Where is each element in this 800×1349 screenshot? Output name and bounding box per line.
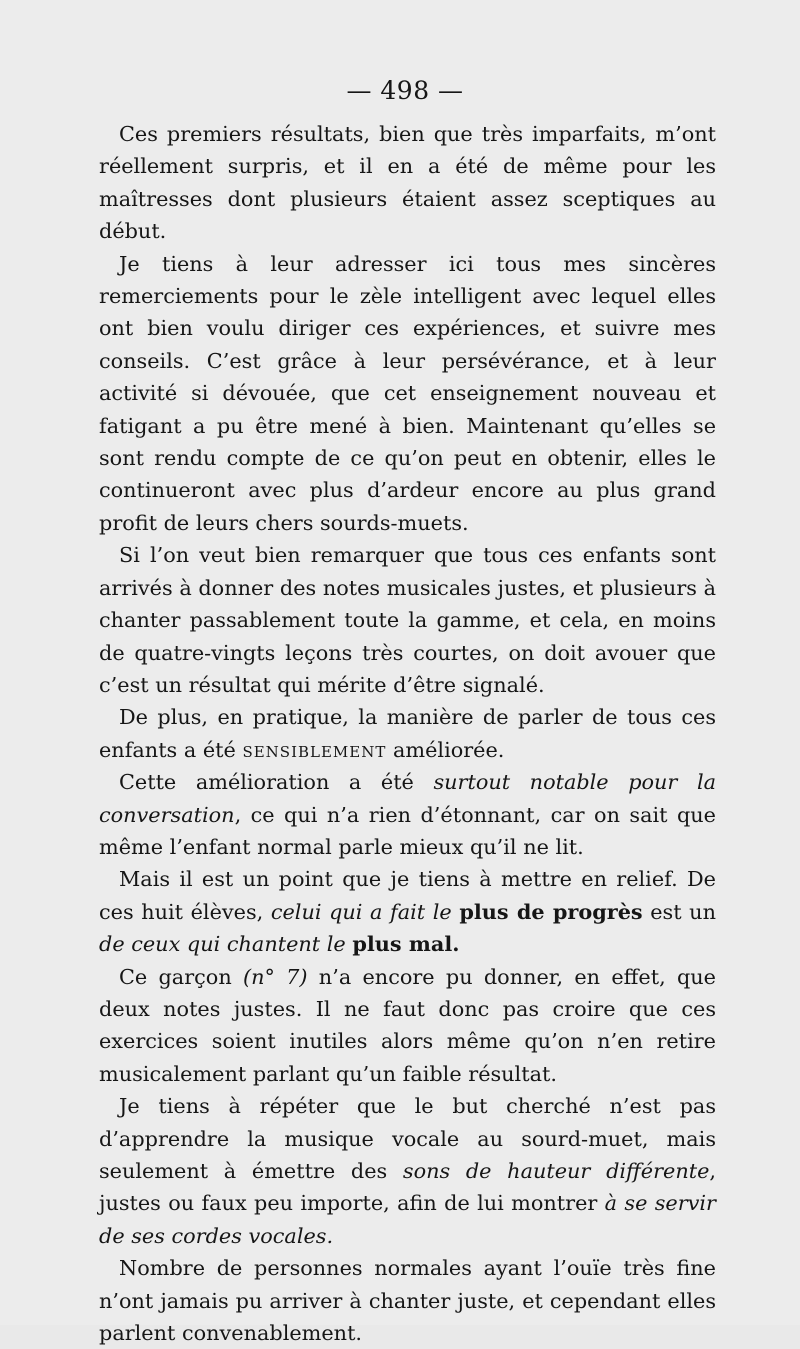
italic-text: surtout notable pour la conversation [99,770,716,827]
text-run: Je tiens à répéter que le but cherché n’est pas d’apprendre la musique vocale au sourd-muet, mais seulement à émettre des [99,1094,716,1183]
text-run: , ce qui n’a rien d’étonnant, car on sait que même l’enfant normal parle mieux qu’il ne lit. [99,802,716,859]
text-run: est un [642,899,716,924]
text-run: améliorée. [386,737,505,762]
italic-text: de ceux qui chantent le [99,932,346,957]
text-run: Si l’on veut bien remarquer que tous ces enfants sont arrivés à donner des notes musicales justes, et plusieurs à chanter passablement toute la gamme, et cela, en moins de quatre-vingts leçons très courtes, on doit avouer que c’est un résultat qui mérite d’être signalé. [99,543,716,697]
bold-text: plus de progrès [459,898,643,924]
paragraph [99,863,716,960]
paragraph [99,961,716,1091]
text-run: Je tiens à leur adresser ici tous mes sincères remerciements pour le zèle intelligent avec lequel elles ont bien voulu diriger ces expériences, et suivre mes conseils. C’est grâce à leur persévérance, et à leur activité si dévouée, que cet enseignement nouveau et fatigant a pu être mené à bien. Maintenant qu’elles se sont rendu compte de ce qu’on peut en obtenir, elles le continueront avec plus d’ardeur encore au plus grand profit de leurs chers sourds-muets. [99,251,716,535]
italic-text: sons de hauteur différente [402,1159,710,1183]
text-run: n’a encore pu donner, en effet, que deux notes justes. Il ne faut donc pas croire que ces exercices soient inutiles alors même qu’on n’en retire musicalement parlant qu’un faible résultat. [99,964,716,1086]
italic-text: celui qui a fait le [270,899,452,924]
paragraph [99,1090,716,1252]
page-number: — 498 — [346,76,464,105]
page-body [99,118,716,1349]
paragraph [99,1252,716,1349]
paragraph [99,766,716,863]
paragraph [99,539,716,701]
text-run: De plus, en pratique, la manière de parler de tous ces enfants a été [99,705,716,762]
italic-text: (n° 7) [243,964,308,989]
text-run: Ces premiers résultats, bien que très imparfaits, m’ont réellement surpris, et il en a été de même pour les maîtresses dont plusieurs étaient assez sceptiques au début. [99,122,716,244]
paragraph [99,248,716,540]
paragraph [99,701,716,766]
text-run: Nombre de personnes normales ayant l’ouïe très fine n’ont jamais pu arriver à chanter juste, et cependant elles parlent convenablement. [99,1256,716,1346]
paragraph [99,118,716,248]
text-run: Ce garçon [119,964,243,989]
bold-text: plus mal. [352,931,460,957]
smallcaps-text: sensiblement [242,737,387,762]
text-run: Mais il est un point que je tiens à mettre en relief. De ces huit élèves, [99,867,716,924]
italic-text: à se servir de ses cordes vocales. [99,1191,716,1248]
text-run: Cette amélioration a été [119,770,434,795]
text-run: , justes ou faux peu importe, afin de lui montrer [99,1159,717,1216]
